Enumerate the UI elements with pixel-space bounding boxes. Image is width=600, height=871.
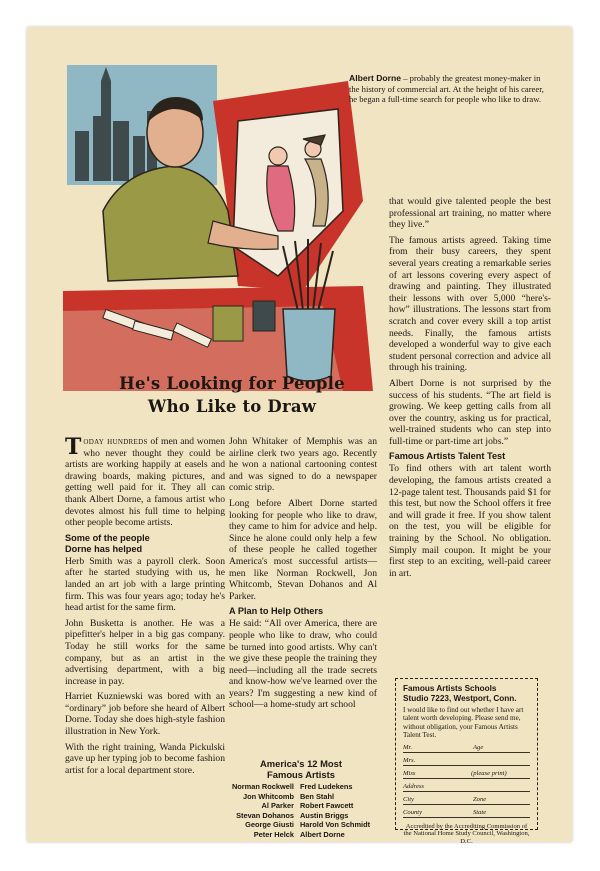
artist-name: Ben Stahl bbox=[299, 791, 335, 801]
article-paragraph: John Whitaker of Memphis was an airline clerk two years ago. Recently he won a national cartooning contest and was signed to do a newspaper comic strip. bbox=[229, 436, 377, 494]
artist-name: Austin Briggs bbox=[299, 810, 349, 820]
coupon-school-name: Famous Artists Schools bbox=[403, 684, 497, 693]
article-column-1 bbox=[65, 436, 225, 780]
coupon-field-county[interactable] bbox=[403, 809, 530, 818]
artist-name: Fred Ludekens bbox=[299, 782, 353, 791]
artist-name: Albert Dorne bbox=[299, 829, 345, 839]
coupon-school bbox=[403, 684, 530, 704]
artists-title bbox=[227, 758, 375, 780]
artist-name: Stevan Dohanos bbox=[236, 810, 294, 820]
field-label: Mr. bbox=[403, 743, 412, 751]
article-paragraph: Harriet Kuzniewski was bored with an “ordinary” job before she heard of Albert Dorne. Today she does high-style fashion illustration in New York. bbox=[65, 691, 225, 738]
artist-name: Harold Von Schmidt bbox=[299, 820, 371, 830]
article-column-2 bbox=[229, 436, 377, 715]
coupon-field-address[interactable] bbox=[403, 783, 530, 792]
article-paragraph: The famous artists agreed. Taking time from their busy careers, they spent several years creating a remarkable series of art lessons covering every aspect of drawing and painting. They illustrated their lessons with over 5,000 “here's-how” illustrations. The lessons start from scratch and cover every skill a top artist needs. Finally, the famous artists developed a wonderful way to give each student personal correction and advice all through his training. bbox=[389, 234, 551, 374]
article-column-3 bbox=[389, 196, 551, 583]
lead-text: of men and women who never thought they could be artists are working happily at easels and drawing boards, making pictures, and getting well paid for it. They all can thank Albert Dorne, a famous artist who devotes almost his full time to helping other people become artists. bbox=[65, 436, 225, 529]
headline-line1: He's Looking for People bbox=[119, 374, 345, 393]
article-paragraph: To find others with art talent worth developing, the famous artists created a 12-page talent test. Thousands paid $1 for this test, but now the School offers it free and will grade it free. If you show talent on the test, you will be eligible for training by the School. No obligation. Simply mail coupon. It might be your first step to an exciting, well-paid career in art. bbox=[389, 463, 551, 579]
field-label: City bbox=[403, 795, 414, 803]
artists-title-line: Famous Artists bbox=[267, 769, 335, 780]
article-paragraph bbox=[65, 436, 225, 529]
coupon-school-address: Studio 7223, Westport, Conn. bbox=[403, 694, 517, 703]
subhead-line: Dorne has helped bbox=[65, 543, 143, 554]
coupon-field-mr[interactable] bbox=[403, 744, 530, 753]
famous-artists-list bbox=[227, 758, 375, 840]
article-paragraph: John Busketta is another. He was a pipefitter's helper in a big gas company. Today he still works for the same company, but as an artist in the advertising department, with a big increase in pay. bbox=[65, 617, 225, 687]
comic-back-page bbox=[27, 27, 572, 846]
field-label: Address bbox=[403, 782, 425, 790]
artist-name: Al Parker bbox=[261, 801, 294, 811]
field-label: Mrs. bbox=[403, 756, 416, 764]
caption-text: – probably the greatest money-maker in the history of commercial art. At the height of his career, he began a full-time search for people who like to draw. bbox=[349, 73, 544, 105]
artists-right-column bbox=[300, 782, 370, 840]
artist-name: Peter Helck bbox=[253, 829, 294, 839]
article-paragraph: Herb Smith was a payroll clerk. Soon after he started studying with us, he landed an art job with a large printing firm. This was four years ago; today he's head artist for the same firm. bbox=[65, 555, 225, 614]
page-title bbox=[87, 372, 377, 418]
subhead-plan: A Plan to Help Others bbox=[229, 606, 324, 617]
subhead-people-helped bbox=[65, 533, 225, 555]
field-hint: (please print) bbox=[471, 769, 507, 777]
artist-illustration bbox=[63, 61, 373, 391]
article-paragraph: With the right training, Wanda Pickulski gave up her typing job to become fashion artist for a local department store. bbox=[65, 741, 225, 776]
headline-line2: Who Like to Draw bbox=[147, 397, 317, 416]
article-paragraph: Long before Albert Dorne started looking for people who like to draw, they came to him for advice and help. Since he alone could only help a few of these people he called together America's most successful artists—men like Norman Rockwell, Jon Whitcomb, Stevan Dohanos and Al Parker. bbox=[229, 497, 377, 602]
coupon-intro: I would like to find out whether I have art talent worth developing. Please send me, without obligation, your Famous Artists Talent Test. bbox=[403, 706, 524, 740]
subhead-talent-test: Famous Artists Talent Test bbox=[389, 451, 506, 462]
article-paragraph: that would give talented people the best professional art training, no matter where they live.” bbox=[389, 196, 551, 231]
field-label: Miss bbox=[403, 769, 416, 777]
caption-name: Albert Dorne bbox=[349, 73, 402, 83]
artists-left-column bbox=[232, 782, 294, 840]
field-label: County bbox=[403, 808, 423, 816]
coupon-accreditation: Accredited by the Accrediting Commission of the National Home Study Council, Washington, D.C. bbox=[403, 822, 530, 846]
lead-smallcaps: oday hundreds bbox=[83, 436, 148, 447]
article-paragraph: Albert Dorne is not surprised by the success of his students. “The art field is growing. We keep getting calls from all over the country, asking us for practical, well-trained students who can step into full-time or part-time art jobs.” bbox=[389, 377, 551, 447]
drop-cap: T bbox=[65, 434, 82, 460]
article-paragraph: He said: “All over America, there are people who like to draw, who could be turned into good artists. Why can't we give these people the training they need—including all the trade secrets and know-how we've learned over the years? I'm suggesting a new kind of school—a home-study art school bbox=[229, 618, 377, 711]
illustration-caption bbox=[349, 73, 549, 105]
artist-name: Robert Fawcett bbox=[299, 801, 354, 811]
field-label-age: Age bbox=[473, 743, 484, 751]
field-label-state: State bbox=[473, 808, 487, 816]
artists-title-line: America's 12 Most bbox=[260, 758, 342, 769]
mail-coupon[interactable] bbox=[395, 678, 538, 846]
artist-name: George Giusti bbox=[245, 820, 294, 830]
coupon-field-mrs[interactable] bbox=[403, 757, 530, 766]
artist-name: Norman Rockwell bbox=[231, 782, 294, 791]
coupon-field-miss[interactable] bbox=[403, 770, 530, 779]
artist-name: Jon Whitcomb bbox=[243, 791, 294, 801]
field-label-zone: Zone bbox=[473, 795, 487, 803]
subhead-line: Some of the people bbox=[65, 532, 150, 543]
coupon-field-city[interactable] bbox=[403, 796, 530, 805]
